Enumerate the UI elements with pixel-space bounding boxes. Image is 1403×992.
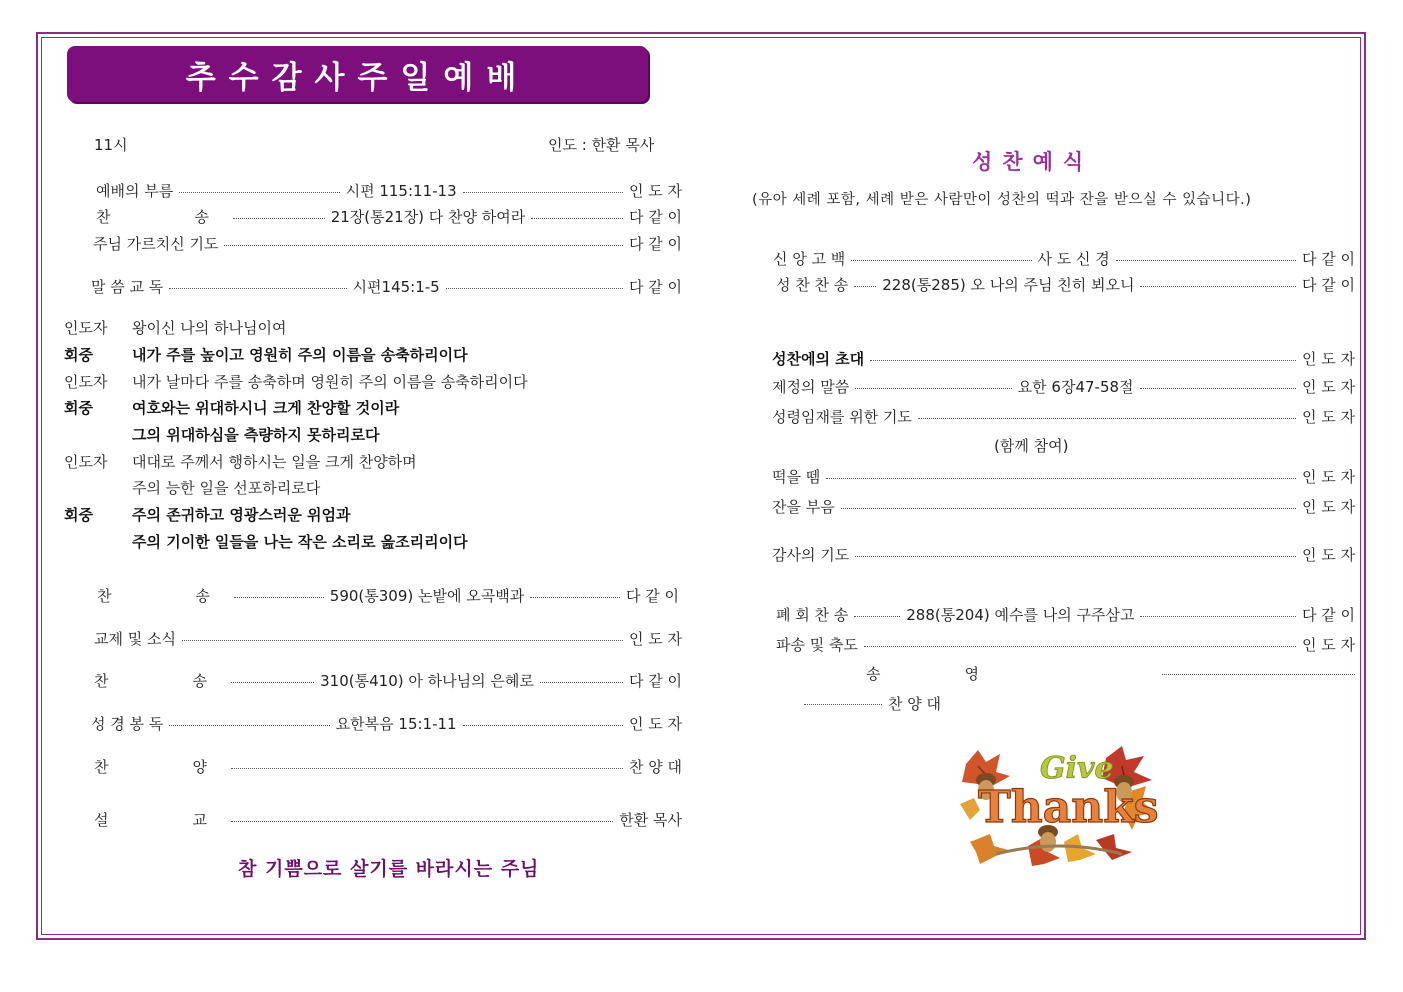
order-item-name: 감사의 기도 [772, 545, 850, 564]
order-item-name: 파송 및 축도 [776, 635, 858, 654]
communion-item-thanksgiving [772, 544, 1355, 564]
communion-title: 성찬예식 [972, 150, 1094, 174]
order-item-role: 다 같 이 [628, 234, 682, 253]
service-title-banner: 추수감사주일예배 [67, 46, 648, 102]
service-time: 11시 [94, 136, 128, 154]
order-item-role: 다 같 이 [1302, 249, 1356, 268]
order-item-lords-prayer [93, 233, 682, 253]
order-item-role: 인 도 자 [1301, 349, 1355, 368]
communion-item-hymn [776, 274, 1355, 294]
thanks-text: Thanks [978, 782, 1159, 833]
communion-item-cup [772, 496, 1355, 516]
reading-line: 주의 기이한 일들을 나는 작은 소리로 읊조리리이다 [132, 533, 468, 551]
choir-label: 찬 양 대 [888, 695, 942, 713]
order-item-responsive-reading [91, 276, 682, 296]
sermon-title: 참 기쁨으로 살기를 바라시는 주님 [238, 858, 540, 880]
order-item-name: 주님 가르치신 기도 [93, 234, 219, 253]
doxology-label: 송 영 [866, 665, 997, 683]
order-item-role: 다 같 이 [628, 207, 682, 226]
order-item-mid: 시편 115:11-13 [345, 181, 457, 200]
order-item-hymn [96, 206, 682, 226]
communion-item-closing-hymn [776, 604, 1355, 624]
order-item-name: 떡을 뗌 [772, 467, 821, 486]
order-item-name: 찬 송 [96, 207, 227, 226]
order-item-announcements [94, 628, 682, 648]
order-item-name: 성 찬 찬 송 [776, 275, 849, 294]
order-item-mid: 사 도 신 경 [1037, 249, 1110, 268]
order-item-mid: 310(통410) 아 하나님의 은혜로 [320, 671, 534, 690]
communion-together: (함께 참여) [994, 437, 1069, 455]
communion-item-epiclesis [772, 406, 1355, 426]
order-item-mid: 요한복음 15:1-11 [335, 714, 457, 733]
order-item-name: 폐 회 찬 송 [776, 605, 849, 624]
reading-line: 주의 능한 일을 선포하리로다 [132, 479, 321, 497]
order-item-anthem [94, 756, 682, 776]
order-item-mid: 228(통285) 오 나의 주님 친히 뵈오니 [882, 275, 1135, 294]
order-item-role: 인 도 자 [628, 629, 682, 648]
order-item-role: 인 도 자 [1301, 377, 1355, 396]
order-item-name: 성찬에의 초대 [772, 349, 865, 368]
reading-line: 회중 여호와는 위대하시니 크게 찬양할 것이라 [64, 399, 400, 417]
order-item-mid: 시편145:1-5 [352, 277, 440, 296]
order-item-name: 성 경 봉 독 [91, 714, 164, 733]
order-item-role: 한환 목사 [619, 810, 682, 829]
order-item-role: 인 도 자 [1301, 545, 1355, 564]
reading-line: 그의 위대하심을 측량하지 못하리로다 [132, 426, 380, 444]
order-item-mid: 요한 6장47-58절 [1017, 377, 1134, 396]
communion-item-creed [773, 248, 1355, 268]
service-leader: 인도 : 한환 목사 [548, 136, 655, 154]
order-item-name: 성령임재를 위한 기도 [772, 407, 912, 426]
doxology-leader-dots [1162, 674, 1355, 675]
communion-item-bread [772, 466, 1355, 486]
choir-leader-dots [804, 704, 882, 705]
order-item-name: 찬 양 [94, 757, 225, 776]
order-item-mid: 288(통204) 예수를 나의 구주삼고 [906, 605, 1135, 624]
order-item-name: 예배의 부름 [96, 181, 174, 200]
order-item-mid: 21장(통21장) 다 찬양 하여라 [330, 207, 526, 226]
order-item-role: 인 도 자 [1301, 407, 1355, 426]
order-item-role: 찬 양 대 [628, 757, 682, 776]
order-item-role: 인 도 자 [629, 714, 683, 733]
order-item-call [96, 180, 682, 200]
order-item-role: 인 도 자 [1301, 497, 1355, 516]
order-item-name: 잔을 부음 [772, 497, 835, 516]
order-item-name: 신 앙 고 백 [773, 249, 846, 268]
communion-note: (유아 세례 포함, 세례 받은 사람만이 성찬의 떡과 잔을 받으실 수 있습니다.) [752, 192, 1252, 208]
communion-item-institution [772, 376, 1355, 396]
reading-line: 인도자 대대로 주께서 행하시는 일을 크게 찬양하며 [64, 453, 417, 471]
order-item-role: 인 도 자 [1301, 635, 1355, 654]
order-item-mid: 590(통309) 논밭에 오곡백과 [329, 586, 525, 605]
reading-line: 인도자 내가 날마다 주를 송축하며 영원히 주의 이름을 송축하리이다 [64, 373, 528, 391]
order-item-name: 교제 및 소식 [94, 629, 176, 648]
reading-line: 인도자 왕이신 나의 하나님이여 [64, 319, 287, 337]
order-item-hymn-3 [94, 670, 682, 690]
communion-item-invitation [772, 348, 1355, 368]
order-item-role: 다 같 이 [1301, 605, 1355, 624]
order-item-sermon [94, 809, 682, 829]
communion-item-benediction [776, 634, 1355, 654]
order-item-scripture [91, 713, 682, 733]
give-thanks-illustration [956, 742, 1162, 868]
order-item-hymn-2 [97, 585, 679, 605]
order-item-name: 찬 송 [94, 671, 225, 690]
reading-line: 회중 내가 주를 높이고 영원히 주의 이름을 송축하리이다 [64, 346, 468, 364]
reading-line: 회중 주의 존귀하고 영광스러운 위엄과 [64, 506, 351, 524]
order-item-role: 인 도 자 [1301, 467, 1355, 486]
order-item-name: 제정의 말씀 [772, 377, 850, 396]
order-item-role: 다 같 이 [628, 671, 682, 690]
give-text: Give [1040, 751, 1114, 786]
order-item-name: 말 씀 교 독 [91, 277, 164, 296]
order-item-role: 인 도 자 [629, 181, 683, 200]
order-item-role: 다 같 이 [629, 277, 683, 296]
order-item-name: 설 교 [94, 810, 225, 829]
order-item-name: 찬 송 [97, 586, 228, 605]
order-item-role: 다 같 이 [1301, 275, 1355, 294]
order-item-role: 다 같 이 [626, 586, 680, 605]
